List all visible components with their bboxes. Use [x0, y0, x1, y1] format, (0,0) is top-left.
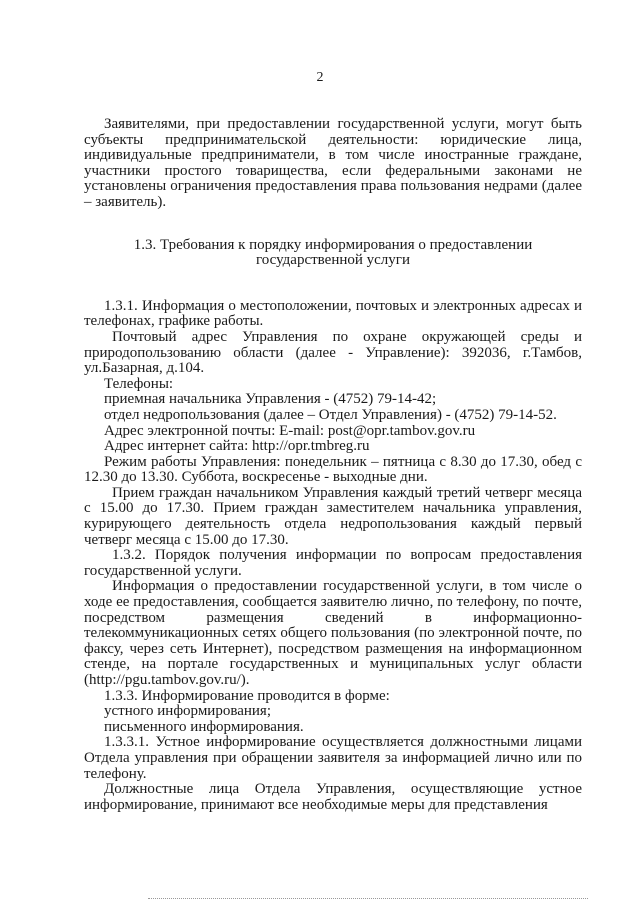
document-body [84, 117, 582, 813]
paragraph-email: Адрес электронной почты: E-mail: post@opr.tambov.gov.ru [104, 422, 476, 439]
paragraph-work-hours: Режим работы Управления: понедельник – пятница с 8.30 до 17.30, обед с 12.30 до 13.30. Суббота, воскресенье - выходные дни. [84, 453, 582, 486]
paragraph-1-3-2: 1.3.2. Порядок получения информации по вопросам предоставления государственной услуги. [84, 547, 582, 579]
section-heading-line-1: 1.3. Требования к порядку информирования о предоставлении [133, 236, 533, 253]
section-heading-line-2: государственной услуги [256, 252, 410, 269]
paragraph-phone-reception: приемная начальника Управления - (4752) 79-14-42; [104, 391, 437, 408]
paragraph-written-form: письменного информирования. [104, 718, 304, 735]
paragraph-information-provision: Информация о предоставлении государственной услуги, в том числе о ходе ее предоставления, сообщается заявителю лично, по телефону, по почте, посредством размещения сведений в информационно-телекоммуникационных сетях общего пользования (по электронной почте, по факсу, через сеть Интернет), посредством размещения на информационном стенде, на портале государственных и муниципальных услуг области (http://pgu.tambov.gov.ru/). [84, 578, 582, 688]
paragraph-website: Адрес интернет сайта: http://opr.tmbreg.ru [104, 438, 370, 455]
paragraph-1-3-1: 1.3.1. Информация о местоположении, почтовых и электронных адресах и телефонах, графике работы. [84, 297, 582, 330]
footer-rule [148, 898, 588, 899]
paragraph-postal-address: Почтовый адрес Управления по охране окружающей среды и природопользованию области (далее - Управление): 392036, г.Тамбов, ул.Базарная, д.104. [84, 328, 582, 377]
paragraph-phone-department: отдел недропользования (далее – Отдел Управления) - (4752) 79-14-52. [104, 406, 557, 423]
paragraph-oral-form: устного информирования; [104, 703, 271, 720]
paragraph-1-3-3: 1.3.3. Информирование проводится в форме: [104, 687, 390, 704]
paragraph-1-3-3-1: 1.3.3.1. Устное информирование осуществляется должностными лицами Отдела управления при обращении заявителя за информацией лично или по телефону. [84, 734, 582, 782]
paragraph-officials: Должностные лица Отдела Управления, осуществляющие устное информирование, принимают все необходимые меры для представления [84, 781, 582, 813]
page-number: 2 [316, 70, 324, 85]
paragraph-applicants: Заявителями, при предоставлении государственной услуги, могут быть субъекты предпринимательской деятельности: юридические лица, индивидуальные предприниматели, в том числе иностранные граждане, участники простого товарищества, если федеральными законами не установлены ограничения предоставления права пользования недрами (далее – заявитель). [84, 116, 582, 210]
paragraph-phones-label: Телефоны: [104, 375, 174, 392]
section-heading [84, 238, 582, 269]
paragraph-reception-hours: Прием граждан начальником Управления каждый третий четверг месяца с 15.00 до 17.30. Прием граждан заместителем начальника управления, курирующего деятельность отдела недропользования каждый первый четверг месяца с 15.00 до 17.30. [84, 484, 582, 548]
